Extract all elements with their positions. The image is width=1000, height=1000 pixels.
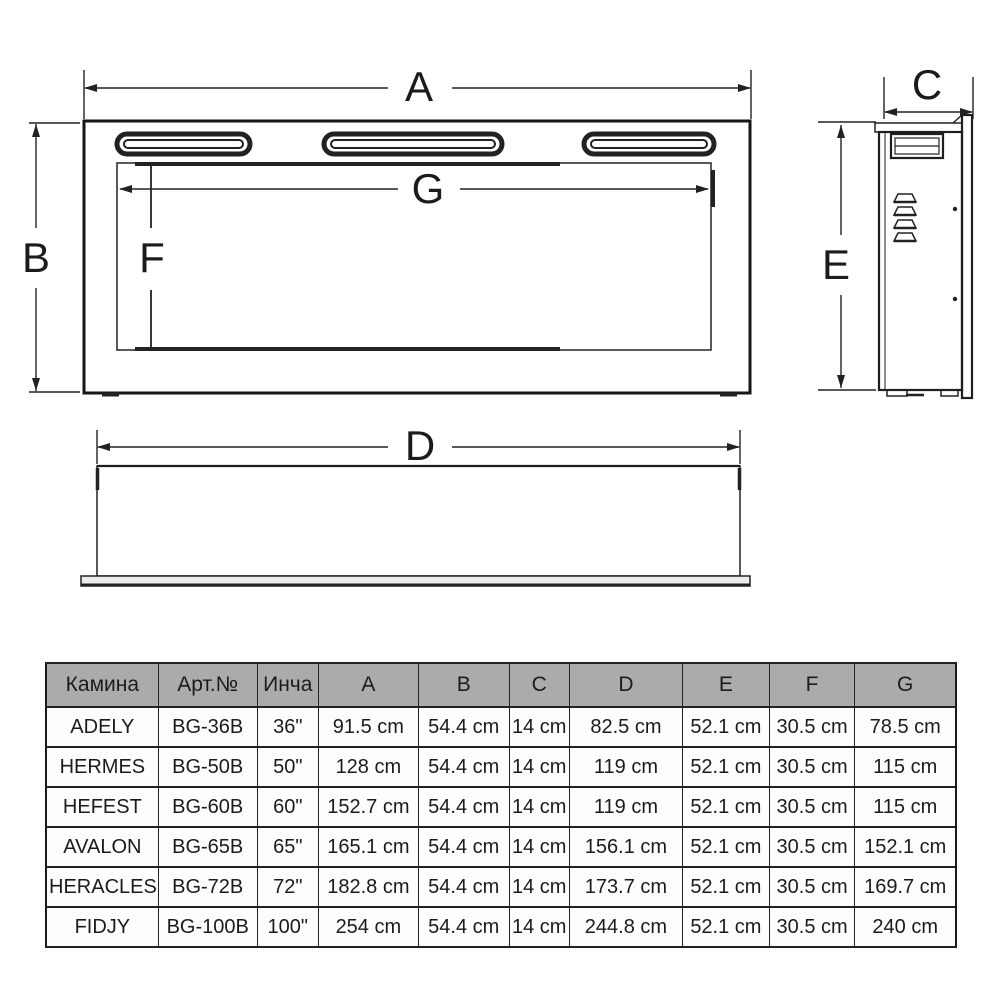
col-header-name: Камина bbox=[46, 663, 158, 707]
arrow-down-icon bbox=[32, 378, 40, 391]
cell-f: 30.5 cm bbox=[769, 747, 855, 787]
spec-table bbox=[45, 662, 957, 948]
cell-g: 169.7 cm bbox=[855, 867, 956, 907]
col-header-f: F bbox=[769, 663, 855, 707]
cell-e: 52.1 cm bbox=[683, 907, 770, 947]
cell-f: 30.5 cm bbox=[769, 907, 855, 947]
table-row bbox=[46, 907, 956, 947]
arrow-left-icon bbox=[97, 443, 110, 451]
side-body bbox=[875, 115, 972, 398]
arrow-right-icon bbox=[696, 185, 709, 193]
cell-model: FIDJY bbox=[46, 907, 158, 947]
cell-a: 128 cm bbox=[318, 747, 418, 787]
front-left-foot bbox=[102, 393, 119, 397]
dim-label-c: C bbox=[911, 61, 943, 108]
side-screw-top bbox=[953, 207, 957, 211]
base-plate bbox=[81, 576, 750, 586]
col-header-c: C bbox=[509, 663, 569, 707]
side-top-cap bbox=[875, 123, 962, 132]
cell-d: 156.1 cm bbox=[569, 827, 682, 867]
col-header-art: Арт.№ bbox=[158, 663, 257, 707]
cell-c: 14 cm bbox=[509, 867, 569, 907]
cell-inches: 65" bbox=[257, 827, 318, 867]
arrow-up-icon bbox=[837, 125, 845, 138]
insert-box bbox=[97, 466, 740, 576]
cell-a: 165.1 cm bbox=[318, 827, 418, 867]
cell-e: 52.1 cm bbox=[683, 787, 770, 827]
arrow-down-icon bbox=[837, 375, 845, 388]
cell-art: BG-36B bbox=[158, 707, 257, 747]
cell-model: HEFEST bbox=[46, 787, 158, 827]
side-screw-bottom bbox=[953, 297, 957, 301]
cell-e: 52.1 cm bbox=[683, 707, 770, 747]
dimension-f bbox=[139, 166, 165, 349]
side-view bbox=[818, 61, 973, 398]
table-row bbox=[46, 707, 956, 747]
table-header-row bbox=[46, 663, 956, 707]
cell-b: 54.4 cm bbox=[418, 707, 509, 747]
cell-g: 152.1 cm bbox=[855, 827, 956, 867]
cell-g: 115 cm bbox=[855, 787, 956, 827]
arrow-left-icon bbox=[884, 108, 897, 116]
cell-d: 244.8 cm bbox=[569, 907, 682, 947]
dimension-c bbox=[884, 61, 973, 119]
side-front-flange bbox=[962, 115, 972, 398]
cell-e: 52.1 cm bbox=[683, 747, 770, 787]
arrow-right-icon bbox=[727, 443, 740, 451]
arrow-right-icon bbox=[738, 84, 751, 92]
cell-g: 115 cm bbox=[855, 747, 956, 787]
dim-label-e: E bbox=[821, 241, 851, 288]
side-louvers bbox=[894, 194, 916, 241]
cell-c: 14 cm bbox=[509, 827, 569, 867]
cell-g: 78.5 cm bbox=[855, 707, 956, 747]
cell-b: 54.4 cm bbox=[418, 907, 509, 947]
cell-inches: 36" bbox=[257, 707, 318, 747]
cell-c: 14 cm bbox=[509, 707, 569, 747]
cell-art: BG-60B bbox=[158, 787, 257, 827]
cell-f: 30.5 cm bbox=[769, 707, 855, 747]
cell-f: 30.5 cm bbox=[769, 787, 855, 827]
cell-e: 52.1 cm bbox=[683, 867, 770, 907]
cell-art: BG-100B bbox=[158, 907, 257, 947]
cell-inches: 50" bbox=[257, 747, 318, 787]
dimension-g bbox=[119, 165, 709, 212]
cell-model: AVALON bbox=[46, 827, 158, 867]
dimension-d bbox=[97, 422, 740, 469]
arrow-left-icon bbox=[84, 84, 97, 92]
cell-b: 54.4 cm bbox=[418, 827, 509, 867]
cell-art: BG-65B bbox=[158, 827, 257, 867]
cell-g: 240 cm bbox=[855, 907, 956, 947]
cell-inches: 72" bbox=[257, 867, 318, 907]
cell-f: 30.5 cm bbox=[769, 827, 855, 867]
table-row bbox=[46, 747, 956, 787]
front-right-foot bbox=[720, 393, 737, 397]
cell-a: 91.5 cm bbox=[318, 707, 418, 747]
cell-d: 119 cm bbox=[569, 787, 682, 827]
cell-b: 54.4 cm bbox=[418, 867, 509, 907]
cell-model: ADELY bbox=[46, 707, 158, 747]
cell-d: 173.7 cm bbox=[569, 867, 682, 907]
dimension-a bbox=[84, 63, 751, 119]
dim-label-g: G bbox=[411, 165, 445, 212]
bottom-view bbox=[81, 422, 750, 586]
cell-art: BG-72B bbox=[158, 867, 257, 907]
dim-label-f: F bbox=[139, 234, 165, 281]
cell-b: 54.4 cm bbox=[418, 787, 509, 827]
front-view bbox=[22, 63, 751, 397]
cell-f: 30.5 cm bbox=[769, 867, 855, 907]
cell-c: 14 cm bbox=[509, 907, 569, 947]
cell-inches: 100" bbox=[257, 907, 318, 947]
col-header-g: G bbox=[855, 663, 956, 707]
col-header-e: E bbox=[683, 663, 770, 707]
table-row bbox=[46, 867, 956, 907]
dim-label-a: A bbox=[404, 63, 434, 110]
cell-a: 182.8 cm bbox=[318, 867, 418, 907]
col-header-b: B bbox=[418, 663, 509, 707]
col-header-d: D bbox=[569, 663, 682, 707]
cell-model: HERMES bbox=[46, 747, 158, 787]
vent-slot-center bbox=[324, 134, 502, 154]
cell-model: HERACLES bbox=[46, 867, 158, 907]
cell-e: 52.1 cm bbox=[683, 827, 770, 867]
dimension-e bbox=[818, 122, 876, 390]
dim-label-b: B bbox=[21, 234, 51, 281]
table-row bbox=[46, 787, 956, 827]
cell-c: 14 cm bbox=[509, 787, 569, 827]
cell-a: 254 cm bbox=[318, 907, 418, 947]
cell-c: 14 cm bbox=[509, 747, 569, 787]
vent-slot-right bbox=[584, 134, 714, 154]
front-outer-frame bbox=[84, 121, 750, 393]
table-row bbox=[46, 827, 956, 867]
arrow-left-icon bbox=[119, 185, 132, 193]
cell-b: 54.4 cm bbox=[418, 747, 509, 787]
cell-a: 152.7 cm bbox=[318, 787, 418, 827]
arrow-up-icon bbox=[32, 124, 40, 137]
cell-inches: 60" bbox=[257, 787, 318, 827]
col-header-inches: Инча bbox=[257, 663, 318, 707]
vent-slot-left bbox=[117, 134, 250, 154]
side-control-panel bbox=[891, 134, 943, 158]
cell-d: 119 cm bbox=[569, 747, 682, 787]
dim-label-d: D bbox=[404, 422, 436, 469]
dimension-b bbox=[22, 123, 80, 392]
col-header-a: A bbox=[318, 663, 418, 707]
cell-art: BG-50B bbox=[158, 747, 257, 787]
cell-d: 82.5 cm bbox=[569, 707, 682, 747]
